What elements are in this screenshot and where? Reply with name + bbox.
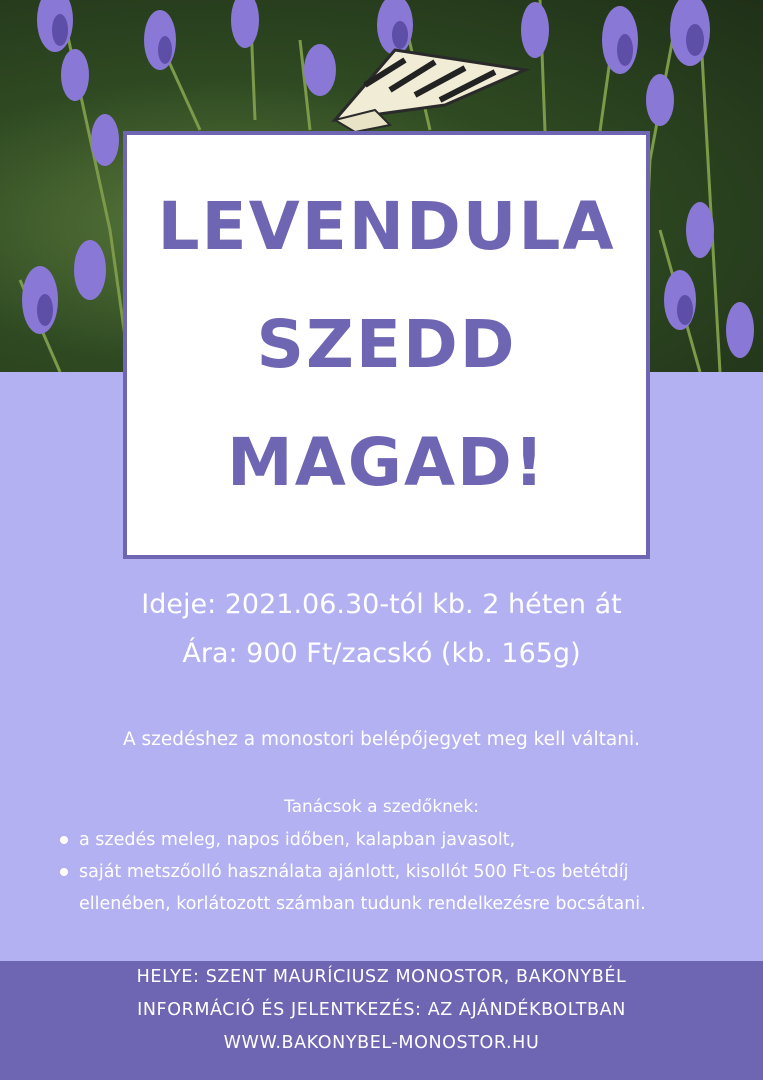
footer-website-link[interactable]: WWW.BAKONYBEL-MONOSTOR.HU [223,1033,540,1053]
list-item: saját metszőolló használata ajánlott, kisollót 500 Ft-os betétdíj ellenében, korlátozott számban tudunk rendelkezésre bocsátani. [56,856,716,920]
ticket-notice: A szedéshez a monostori belépőjegyet meg kell váltani. [123,729,640,750]
event-date: Ideje: 2021.06.30-tól kb. 2 héten át [141,589,622,620]
event-price: Ára: 900 Ft/zacskó (kb. 165g) [182,638,581,669]
title-box [123,131,650,559]
footer [0,961,763,1080]
title-line-1: LEVENDULA [157,188,616,265]
tips-title: Tanácsok a szedőknek: [284,797,479,817]
title-line-2: SZEDD [256,306,517,383]
title-line-3: MAGAD! [227,424,546,501]
tips-list [56,824,716,920]
list-item: a szedés meleg, napos időben, kalapban javasolt, [56,824,716,856]
footer-info: INFORMÁCIÓ ÉS JELENTKEZÉS: AZ AJÁNDÉKBOLTBAN [137,1000,626,1020]
footer-location: HELYE: SZENT MAURÍCIUSZ MONOSTOR, BAKONYBÉL [136,967,627,987]
